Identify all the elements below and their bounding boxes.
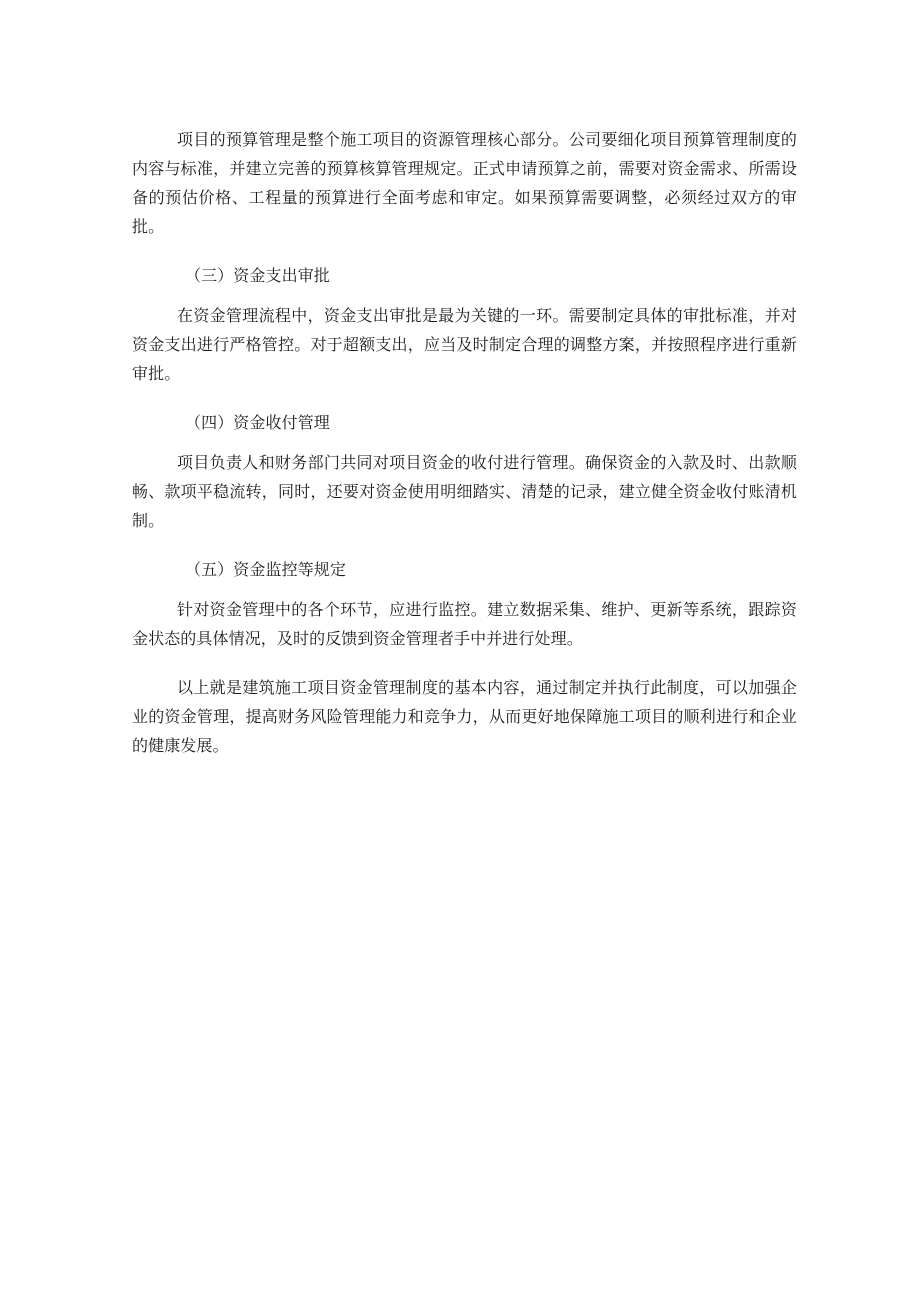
document-body [132,125,797,760]
section-heading-expenditure-approval: （三）资金支出审批 [185,266,330,285]
section-heading-fund-monitoring: （五）资金监控等规定 [185,560,347,579]
paragraph-receipts-payments: 项目负责人和财务部门共同对项目资金的收付进行管理。确保资金的入款及时、出款顺畅、款项平稳流转，同时，还要对资金使用明细踏实、清楚的记录，建立健全资金收付账清机制。 [132,453,797,530]
section-heading-receipts-payments: （四）资金收付管理 [185,413,330,432]
paragraph-expenditure-approval: 在资金管理流程中，资金支出审批是最为关键的一环。需要制定具体的审批标准，并对资金支出进行严格管控。对于超额支出，应当及时制定合理的调整方案，并按照程序进行重新审批。 [132,306,797,383]
paragraph-fund-monitoring: 针对资金管理中的各个环节，应进行监控。建立数据采集、维护、更新等系统，跟踪资金状态的具体情况，及时的反馈到资金管理者手中并进行处理。 [132,600,797,648]
paragraph-conclusion: 以上就是建筑施工项目资金管理制度的基本内容，通过制定并执行此制度，可以加强企业的资金管理，提高财务风险管理能力和竞争力，从而更好地保障施工项目的顺利进行和企业的健康发展。 [132,678,797,755]
paragraph-budget-management: 项目的预算管理是整个施工项目的资源管理核心部分。公司要细化项目预算管理制度的内容与标准，并建立完善的预算核算管理规定。正式申请预算之前，需要对资金需求、所需设备的预估价格、工程量的预算进行全面考虑和审定。如果预算需要调整，必须经过双方的审批。 [132,130,797,236]
